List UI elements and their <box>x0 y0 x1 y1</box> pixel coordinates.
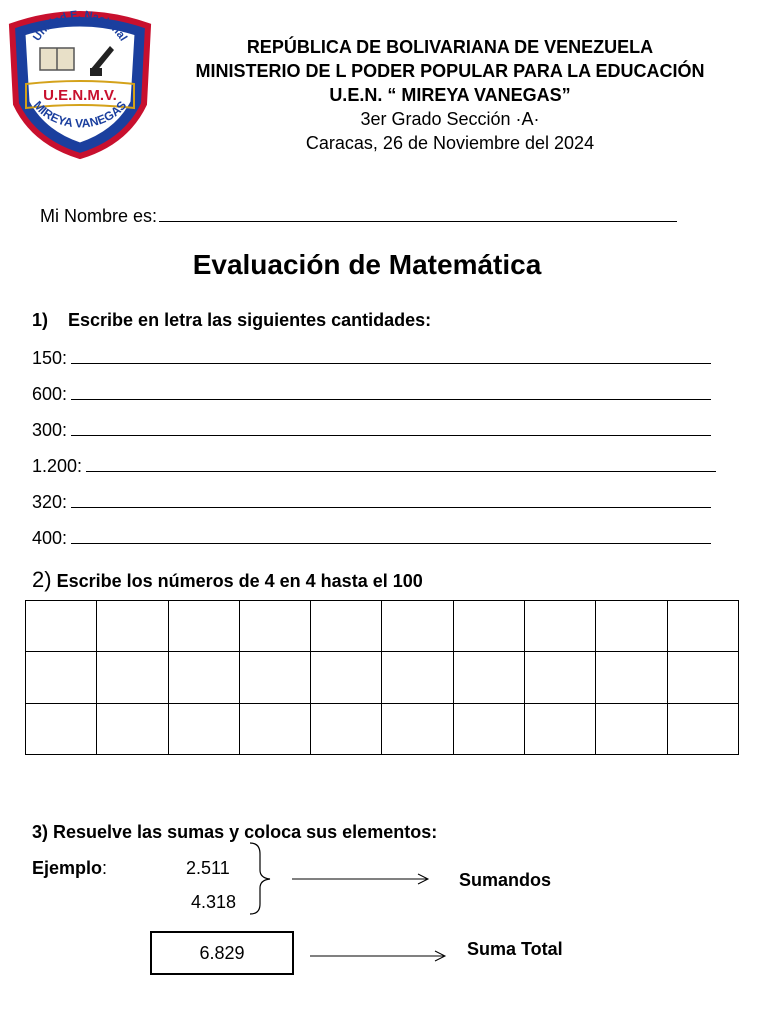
grid-cell[interactable] <box>667 703 738 754</box>
grid-row <box>26 703 739 754</box>
amount-label: 150: <box>32 348 68 368</box>
grid-cell[interactable] <box>26 601 97 652</box>
addends-brace <box>250 843 270 914</box>
grid-cell[interactable] <box>168 652 239 703</box>
answer-blank-line[interactable] <box>71 489 711 508</box>
name-field[interactable] <box>40 203 677 227</box>
amount-label: 400: <box>32 528 68 548</box>
logo-bottom-text: MIREYA VANEGAS <box>30 98 130 131</box>
grid-cell[interactable] <box>97 703 168 754</box>
grid-row <box>26 652 739 703</box>
answer-row-320[interactable] <box>32 489 711 513</box>
page-title: Evaluación de Matemática <box>192 249 542 280</box>
header-date: Caracas, 26 de Noviembre del 2024 <box>305 133 595 153</box>
addends-label: Sumandos <box>459 870 552 890</box>
grid-cell[interactable] <box>453 652 524 703</box>
answer-blank-line[interactable] <box>71 345 711 364</box>
sum-total-box: 6.829 <box>150 931 294 975</box>
amount-label: 1.200: <box>32 456 83 476</box>
question-1-number: 1) <box>32 310 49 330</box>
answer-row-150[interactable] <box>32 345 711 369</box>
grid-cell[interactable] <box>168 601 239 652</box>
grid-cell[interactable] <box>525 703 596 754</box>
logo-center-text: U.E.N.M.V. <box>43 87 117 104</box>
example-diagram <box>0 840 768 970</box>
grid-cell[interactable] <box>26 703 97 754</box>
grid-cell[interactable] <box>453 601 524 652</box>
logo-top-text: Unidad E. Nacional <box>31 8 130 44</box>
grid-cell[interactable] <box>382 703 453 754</box>
grid-cell[interactable] <box>239 703 310 754</box>
grid-cell[interactable] <box>168 703 239 754</box>
grid-cell[interactable] <box>667 601 738 652</box>
inkwell-icon <box>90 68 102 76</box>
grid-cell[interactable] <box>667 652 738 703</box>
question-2-number: 2) <box>32 567 52 592</box>
answer-row-600[interactable] <box>32 381 711 405</box>
grid-cell[interactable] <box>311 601 382 652</box>
grid-cell[interactable] <box>26 652 97 703</box>
question-1 <box>32 310 431 331</box>
amount-label: 300: <box>32 420 68 440</box>
grid-cell[interactable] <box>596 652 667 703</box>
question-2 <box>32 567 423 593</box>
name-blank-line[interactable] <box>159 203 677 222</box>
sum-total-label: Suma Total <box>467 939 563 959</box>
grid-cell[interactable] <box>525 601 596 652</box>
grid-cell[interactable] <box>311 703 382 754</box>
example-label: Ejemplo: <box>32 858 108 878</box>
header-grade: 3er Grado Sección ·A· <box>360 109 540 129</box>
name-label: Mi Nombre es: <box>40 206 158 226</box>
answer-row-1200[interactable] <box>32 453 716 477</box>
answer-blank-line[interactable] <box>71 381 711 400</box>
addend-2: 4.318 <box>191 892 237 912</box>
header-republic: REPÚBLICA DE BOLIVARIANA DE VENEZUELA <box>246 37 654 57</box>
grid-cell[interactable] <box>97 652 168 703</box>
amount-label: 600: <box>32 384 68 404</box>
grid-cell[interactable] <box>239 652 310 703</box>
answer-row-300[interactable] <box>32 417 711 441</box>
grid-cell[interactable] <box>97 601 168 652</box>
question-3: 3) Resuelve las sumas y coloca sus elementos: <box>32 822 438 842</box>
answer-blank-line[interactable] <box>71 417 711 436</box>
grid-row <box>26 601 739 652</box>
grid-cell[interactable] <box>453 703 524 754</box>
grid-cell[interactable] <box>311 652 382 703</box>
answer-row-400[interactable] <box>32 525 711 549</box>
grid-cell[interactable] <box>382 652 453 703</box>
question-1-text: Escribe en letra las siguientes cantidades: <box>68 310 432 330</box>
addend-1: 2.511 <box>186 858 230 878</box>
grid-cell[interactable] <box>525 652 596 703</box>
answer-blank-line[interactable] <box>86 453 716 472</box>
question-2-text: Escribe los números de 4 en 4 hasta el 100 <box>56 571 423 591</box>
grid-cell[interactable] <box>596 601 667 652</box>
counting-grid <box>25 600 739 755</box>
grid-cell[interactable] <box>239 601 310 652</box>
grid-cell[interactable] <box>382 601 453 652</box>
amount-label: 320: <box>32 492 68 512</box>
header-ministry: MINISTERIO DE L PODER POPULAR PARA LA EDUCACIÓN <box>195 61 705 81</box>
school-logo <box>6 4 154 160</box>
answer-blank-line[interactable] <box>71 525 711 544</box>
grid-cell[interactable] <box>596 703 667 754</box>
shield-logo-icon <box>6 4 154 160</box>
header-school: U.E.N. “ MIREYA VANEGAS” <box>329 85 571 105</box>
